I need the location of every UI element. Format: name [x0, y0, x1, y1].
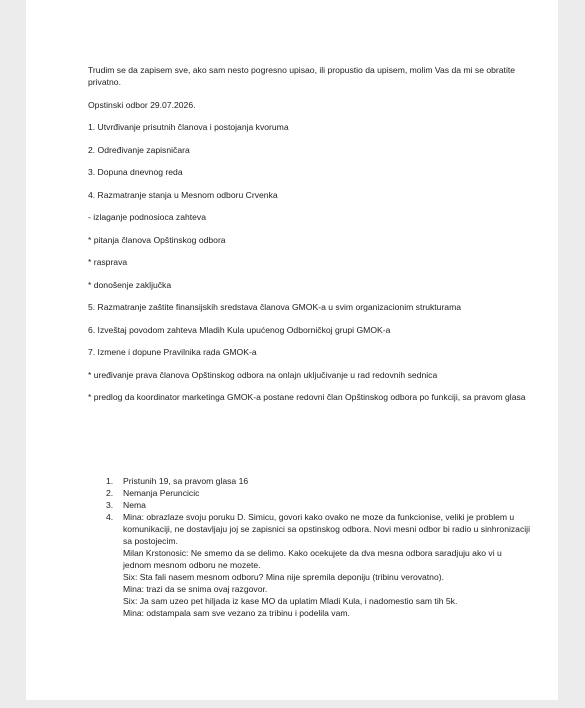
intro-paragraph: Trudim se da zapisem sve, ako sam nesto pogresno upisao, ili propustio da upisem, molim Vas da mi se obratite privatno. — [88, 65, 516, 87]
list-item — [106, 487, 532, 499]
agenda-item: 2. Određivanje zapisničara — [88, 144, 190, 155]
list-item — [106, 475, 532, 487]
list-text: Mina: obrazlaze svoju poruku D. Simicu, govori kako ovako ne moze da funkcionise, veliki je problem u komunikaciji, ne dostavljaju joj se zapisnici sa opstinskog odbora. Novi mesni odbor bi radio u sinhronizaciji sa postojecim. — [123, 512, 530, 546]
list-item — [106, 511, 532, 547]
dialogue-line: Mina: trazi da se snima ovaj razgovor. — [123, 584, 268, 594]
document-body — [88, 64, 528, 414]
dialogue-line: Mina: odstampala sam sve vezano za tribinu i podelila vam. — [123, 608, 350, 618]
list-text: Pristunih 19, sa pravom glasa 16 — [123, 476, 249, 486]
agenda-item: 6. Izveštaj povodom zahteva Mladih Kula upućenog Odborničkoj grupi GMOK-a — [88, 324, 391, 335]
agenda-item: 1. Utvrđivanje prisutnih članova i postojanja kvoruma — [88, 122, 289, 132]
agenda-item: 4. Razmatranje stanja u Mesnom odboru Crvenka — [88, 189, 278, 200]
meeting-date: Opstinski odbor 29.07.2026. — [88, 99, 196, 110]
agenda-subitem: * pitanja članova Opštinskog odbora — [88, 234, 226, 245]
list-number: 2. — [106, 488, 114, 498]
list-number: 3. — [106, 500, 114, 510]
agenda-item: 7. Izmene i dopune Pravilnika rada GMOK-a — [88, 347, 257, 357]
list-text: Nemanja Peruncicic — [123, 488, 200, 498]
list-number: 4. — [106, 512, 114, 522]
minutes-list — [106, 475, 532, 619]
agenda-subitem: * uređivanje prava članova Opštinskog odbora na onlajn uključivanje u rad redovnih sednica — [88, 369, 438, 380]
dialogue-line: Six: Ja sam uzeo pet hiljada iz kase MO da uplatim Mladi Kula, i nadomestio sam tih 5k. — [123, 596, 458, 606]
dialogue-line: Six: Sta fali nasem mesnom odboru? Mina nije spremila deponiju (tribinu verovatno). — [123, 572, 444, 582]
dialogue-line: Milan Krstonosic: Ne smemo da se delimo. Kako ocekujete da dva mesna odbora saradjuju ako vi u jednom mesnom odboru ne mozete. — [123, 548, 502, 570]
document-page — [26, 0, 558, 700]
agenda-subitem: * predlog da koordinator marketinga GMOK-a postane redovni član Opštinskog odbora po funkciji, sa pravom glasa — [88, 392, 526, 402]
list-number: 1. — [106, 476, 114, 486]
list-item — [106, 499, 532, 511]
agenda-subitem: - izlaganje podnosioca zahteva — [88, 212, 207, 222]
agenda-item: 5. Razmatranje zaštite finansijskih sredstava članova GMOK-a u svim organizacionim strukturama — [88, 302, 462, 312]
agenda-subitem: * donošenje zaključka — [88, 279, 172, 290]
agenda-item: 3. Dopuna dnevnog reda — [88, 167, 183, 177]
agenda-subitem: * rasprava — [88, 257, 128, 267]
list-text: Nema — [123, 500, 146, 510]
